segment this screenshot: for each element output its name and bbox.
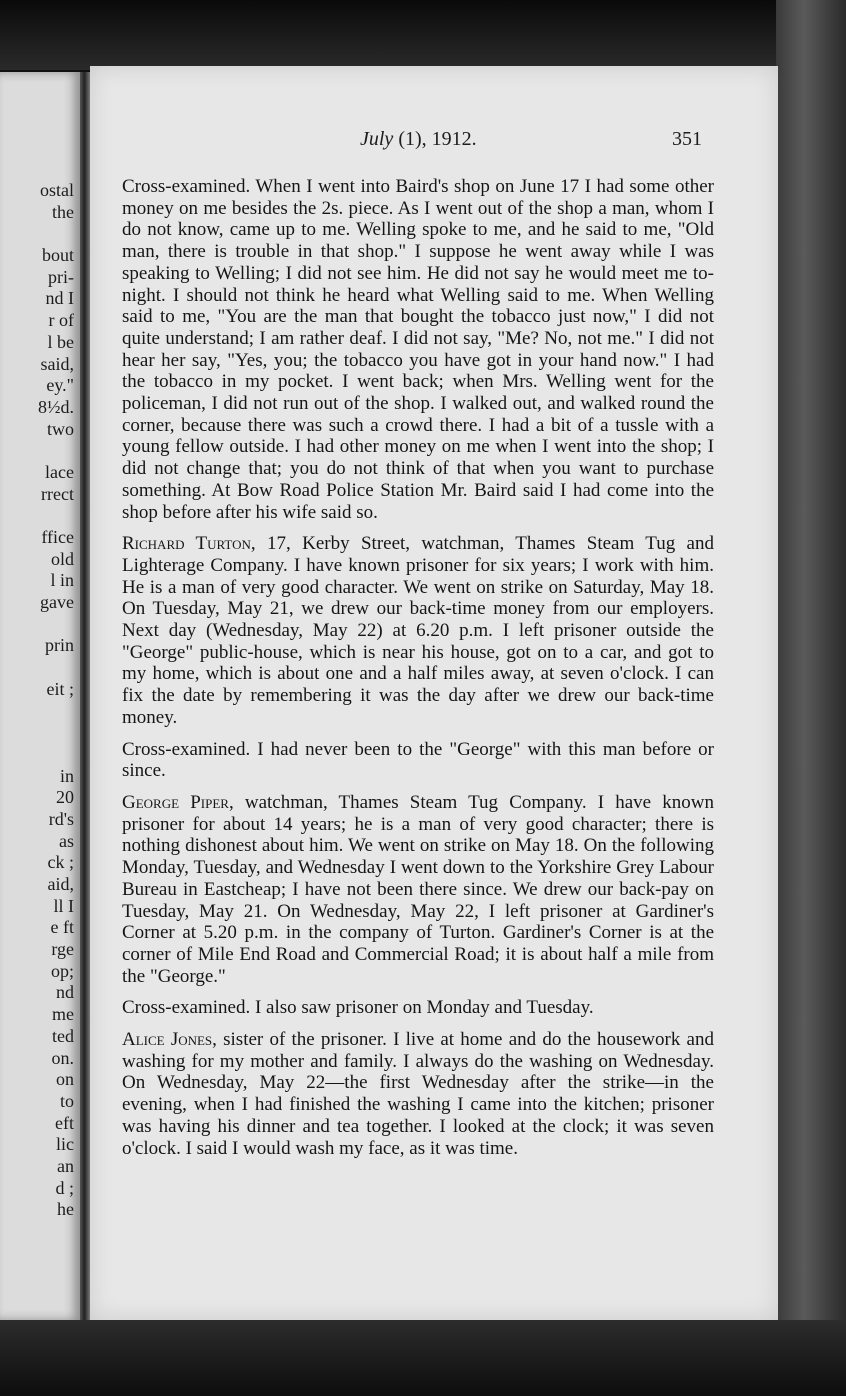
right-page: [90, 66, 778, 1320]
left-page-fragment: to: [59, 1090, 74, 1111]
page-header: [90, 128, 778, 154]
left-page-fragment: e ft: [50, 917, 74, 938]
paragraph-text: Cross-examined. I had never been to the "George" with this man before or since.: [122, 738, 714, 782]
left-page-fragment: [2, 744, 80, 766]
left-page-fragment: ey.": [46, 375, 74, 396]
left-page-fragment: op;: [50, 960, 74, 981]
left-page-fragment: prin: [45, 635, 74, 656]
running-head-date: (1), 1912.: [393, 128, 477, 150]
paragraph: [122, 176, 714, 523]
left-page-fragment: [2, 657, 80, 679]
left-page-fragment: eft: [55, 1112, 74, 1133]
left-page-fragment: lic: [56, 1134, 74, 1155]
left-page-fragment: on: [56, 1069, 74, 1090]
left-page-fragment: said,: [40, 353, 74, 374]
left-page-fragment: on.: [51, 1047, 74, 1068]
left-page-fragment: ck ;: [47, 852, 74, 873]
running-head: [360, 128, 477, 151]
left-page-fragment: ll I: [53, 895, 74, 916]
left-page-fragment: pri-: [48, 266, 74, 287]
left-page-fragment: me: [52, 1004, 74, 1025]
left-page-fragment: he: [57, 1199, 74, 1220]
left-page-fragment: old: [50, 548, 74, 569]
left-page-fragment: [2, 722, 80, 744]
paragraph: [122, 792, 714, 987]
paragraph-text: , 17, Kerby Street, watchman, Thames Steam Tug and Lighterage Company. I have known prisoner for six years; I work with him. He is a man of very good character. We went on strike on Saturday, May 18. On Tuesday, May 21, we drew our back-time money from our employers. Next day (Wednesday, May 22) at 6.20 p.m. I left prisoner outside the "George" public-house, which is near his house, got on to a car, and got to my home, which is about one and a half miles away, at seven o'clock. I can fix the date by remembering it was the day after we drew our back-time money.: [122, 533, 714, 728]
left-page-fragment: r of: [48, 310, 74, 331]
paragraph: [122, 997, 714, 1019]
page-number: 351: [672, 128, 702, 150]
left-page-fragment: rrect: [41, 483, 74, 504]
body-text: [122, 176, 714, 1169]
scan-top-shadow: [0, 0, 846, 70]
left-page-fragment: ffice: [41, 527, 74, 547]
scan-right-edge: [776, 0, 846, 1396]
witness-name: Alice Jones: [122, 1029, 213, 1051]
left-page-fragment: [2, 440, 80, 462]
left-page-fragment: aid,: [47, 874, 74, 894]
left-page-text-fragments: [2, 180, 80, 1221]
paragraph: [122, 1029, 714, 1159]
left-page-fragment: in: [59, 765, 74, 786]
left-page-fragment: gave: [40, 592, 74, 613]
left-page-fragment: as: [59, 830, 74, 851]
left-page-fragment: eit ;: [46, 678, 74, 699]
paragraph-text: , watchman, Thames Steam Tug Company. I have known prisoner for about 14 years; he is a man of very good character; there is nothing dishonest about him. We went on strike on May 18. On the following Monday, Tuesday, and Wednesday I went down to the Yorkshire Grey Labour Bureau in Eastcheap; I have not been there since. We drew our back-pay on Tuesday, May 21. On Wednesday, May 22, I left prisoner at Gardiner's Corner at 5.20 p.m. in the company of Turton. Gardiner's Corner is at the corner of Mile End Road and Commercial Road; it is about half a mile from the "George.": [122, 791, 714, 987]
left-page-fragment: rd's: [48, 808, 74, 829]
left-page-fragment: lace: [45, 461, 74, 482]
left-page-fragment: nd: [56, 982, 74, 1003]
paragraph: [122, 533, 714, 728]
left-page-fragment: [2, 223, 80, 245]
left-page-fragment: bout: [41, 245, 74, 266]
left-page-fragment: [2, 505, 80, 527]
paragraph: [122, 739, 714, 782]
paragraph-text: , sister of the prisoner. I live at home and do the housework and washing for my mother and family. I always do the washing on Wednesday. On Wednesday, May 22—the first Wednesday after the strike—in the evening, when I had finished the washing I came into the kitchen; prisoner was having his dinner and tea together. I looked at the clock; it was seven o'clock. I said I would wash my face, as it was time.: [122, 1029, 714, 1159]
left-page-fragment: nd I: [45, 288, 74, 309]
left-page-fragment: two: [47, 418, 74, 439]
paragraph-text: Cross-examined. I also saw prisoner on Monday and Tuesday.: [122, 997, 594, 1019]
running-head-month: July: [360, 128, 394, 150]
book-gutter: [80, 72, 90, 1320]
left-page-fragment: an: [57, 1155, 74, 1176]
left-page-fragment: [2, 614, 80, 636]
left-page-fragment: ostal: [40, 180, 74, 200]
left-page-fragment: rge: [51, 939, 74, 960]
witness-name: George Piper: [122, 791, 229, 813]
left-page-fragment: [2, 701, 80, 723]
witness-name: Richard Turton: [122, 533, 251, 555]
scan-bottom-shadow: [0, 1320, 846, 1396]
left-page-fragment: l be: [47, 331, 74, 352]
left-page-fragment: 8½d.: [38, 396, 74, 417]
left-page-fragment: d ;: [55, 1177, 74, 1198]
left-page-edge: [0, 72, 80, 1320]
left-page-fragment: l in: [50, 570, 74, 591]
left-page-fragment: the: [52, 201, 74, 222]
left-page-fragment: ted: [52, 1025, 74, 1046]
left-page-fragment: 20: [56, 787, 74, 808]
paragraph-text: Cross-examined. When I went into Baird's shop on June 17 I had some other money on me besides the 2s. piece. As I went out of the shop a man, whom I do not know, came up to me. Welling spoke to me, and he said to me, "Old man, there is trouble in that shop." I suppose he went away while I was speaking to Welling; I did not see him. He did not say he would meet me to-night. I should not think he heard what Welling said to me. When Welling said to me, "You are the man that bought the tobacco just now," I did not quite understand; I am rather deaf. I did not say, "Me? No, not me." I did not hear her say, "Yes, you; the tobacco you have got in your hand now." I had the tobacco in my pocket. I went back; when Mrs. Welling went for the policeman, I did not run out of the shop. I walked out, and walked round the corner, because there was such a crowd there. I had a bit of a tussle with a young fellow outside. I had other money on me when I went into the shop; I did not change that; you do not think of that when you want to purchase something. At Bow Road Police Station Mr. Baird said I had come into the shop before after his wife said so.: [122, 176, 714, 523]
